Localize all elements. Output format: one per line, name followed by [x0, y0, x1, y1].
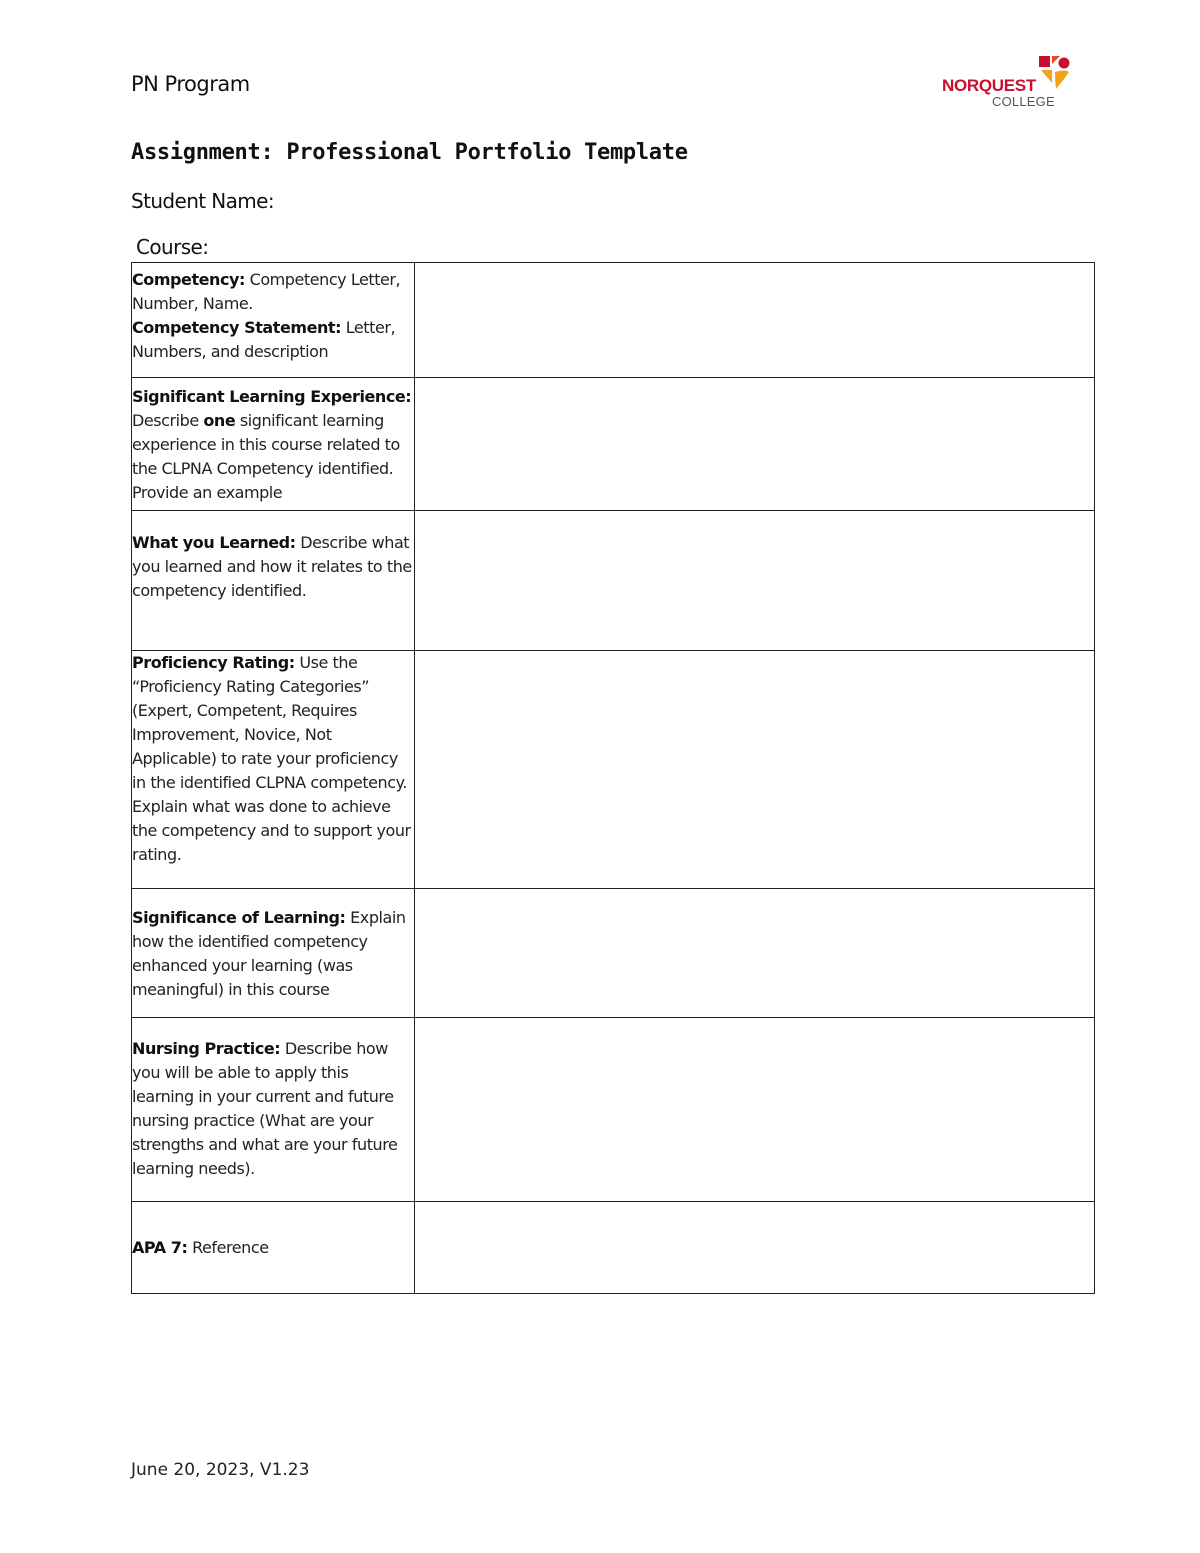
- logo-mark-icon: [1038, 55, 1072, 95]
- significant-learning-heading: Significant Learning Experience:: [132, 387, 412, 406]
- table-row-significant-learning: [132, 378, 1095, 511]
- proficiency-rating-response-cell[interactable]: [415, 651, 1095, 889]
- competency-response-cell[interactable]: [415, 263, 1095, 378]
- proficiency-rating-heading: Proficiency Rating:: [132, 653, 295, 672]
- course-label: Course:: [136, 235, 209, 259]
- logo-wordmark: NORQUEST: [942, 76, 1036, 95]
- significant-learning-label-cell: [132, 378, 415, 511]
- table-row-proficiency-rating: [132, 651, 1095, 889]
- norquest-college-logo: [940, 55, 1075, 111]
- competency-statement-heading: Competency Statement:: [132, 318, 342, 337]
- table-row-nursing-practice: [132, 1018, 1095, 1202]
- logo-subtitle: COLLEGE: [992, 94, 1055, 109]
- program-name: PN Program: [131, 72, 250, 96]
- student-name-label: Student Name:: [131, 189, 275, 213]
- what-you-learned-label-cell: [132, 511, 415, 651]
- portfolio-table: [131, 262, 1095, 1294]
- what-you-learned-description: Describe what you learned and how it relates to the competency identified.: [132, 533, 412, 600]
- nursing-practice-description: Describe how you will be able to apply this learning in your current and future nursing practice (What are your strengths and what are your future learning needs).: [132, 1039, 398, 1178]
- nursing-practice-label-cell: [132, 1018, 415, 1202]
- apa-label-cell: [132, 1202, 415, 1294]
- competency-description: Competency Letter, Number, Name.: [132, 270, 401, 313]
- significance-heading: Significance of Learning:: [132, 908, 346, 927]
- competency-statement-description: Letter, Numbers, and description: [132, 318, 396, 361]
- significant-learning-emphasis: one: [203, 411, 236, 430]
- nursing-practice-response-cell[interactable]: [415, 1018, 1095, 1202]
- significance-label-cell: [132, 889, 415, 1018]
- significance-response-cell[interactable]: [415, 889, 1095, 1018]
- apa-description: Reference: [192, 1237, 269, 1257]
- apa-response-cell[interactable]: [415, 1202, 1095, 1294]
- apa-heading: APA 7:: [132, 1237, 188, 1257]
- significant-learning-text-a: Describe: [132, 411, 199, 430]
- what-you-learned-heading: What you Learned:: [132, 533, 296, 552]
- document-title: Assignment: Professional Portfolio Template: [131, 140, 688, 165]
- competency-label-cell: [132, 263, 415, 378]
- table-row-what-you-learned: [132, 511, 1095, 651]
- table-row-competency: [132, 263, 1095, 378]
- proficiency-rating-description: Use the “Proficiency Rating Categories” (Expert, Competent, Requires Improvement, Novice, Not Applicable) to rate your proficiency in the identified CLPNA competency. Explain what was done to achieve the competency and to support your rating.: [132, 653, 411, 864]
- table-row-significance-of-learning: [132, 889, 1095, 1018]
- competency-heading: Competency:: [132, 270, 245, 289]
- footer-date-version: June 20, 2023, V1.23: [131, 1460, 310, 1480]
- table-row-apa-reference: [132, 1202, 1095, 1294]
- nursing-practice-heading: Nursing Practice:: [132, 1039, 281, 1058]
- significant-learning-response-cell[interactable]: [415, 378, 1095, 511]
- what-you-learned-response-cell[interactable]: [415, 511, 1095, 651]
- significance-description: Explain how the identified competency enhanced your learning (was meaningful) in this course: [132, 908, 406, 999]
- proficiency-rating-label-cell: [132, 651, 415, 889]
- significant-learning-text-b: significant learning experience in this course related to the CLPNA Competency identified. Provide an example: [132, 411, 400, 502]
